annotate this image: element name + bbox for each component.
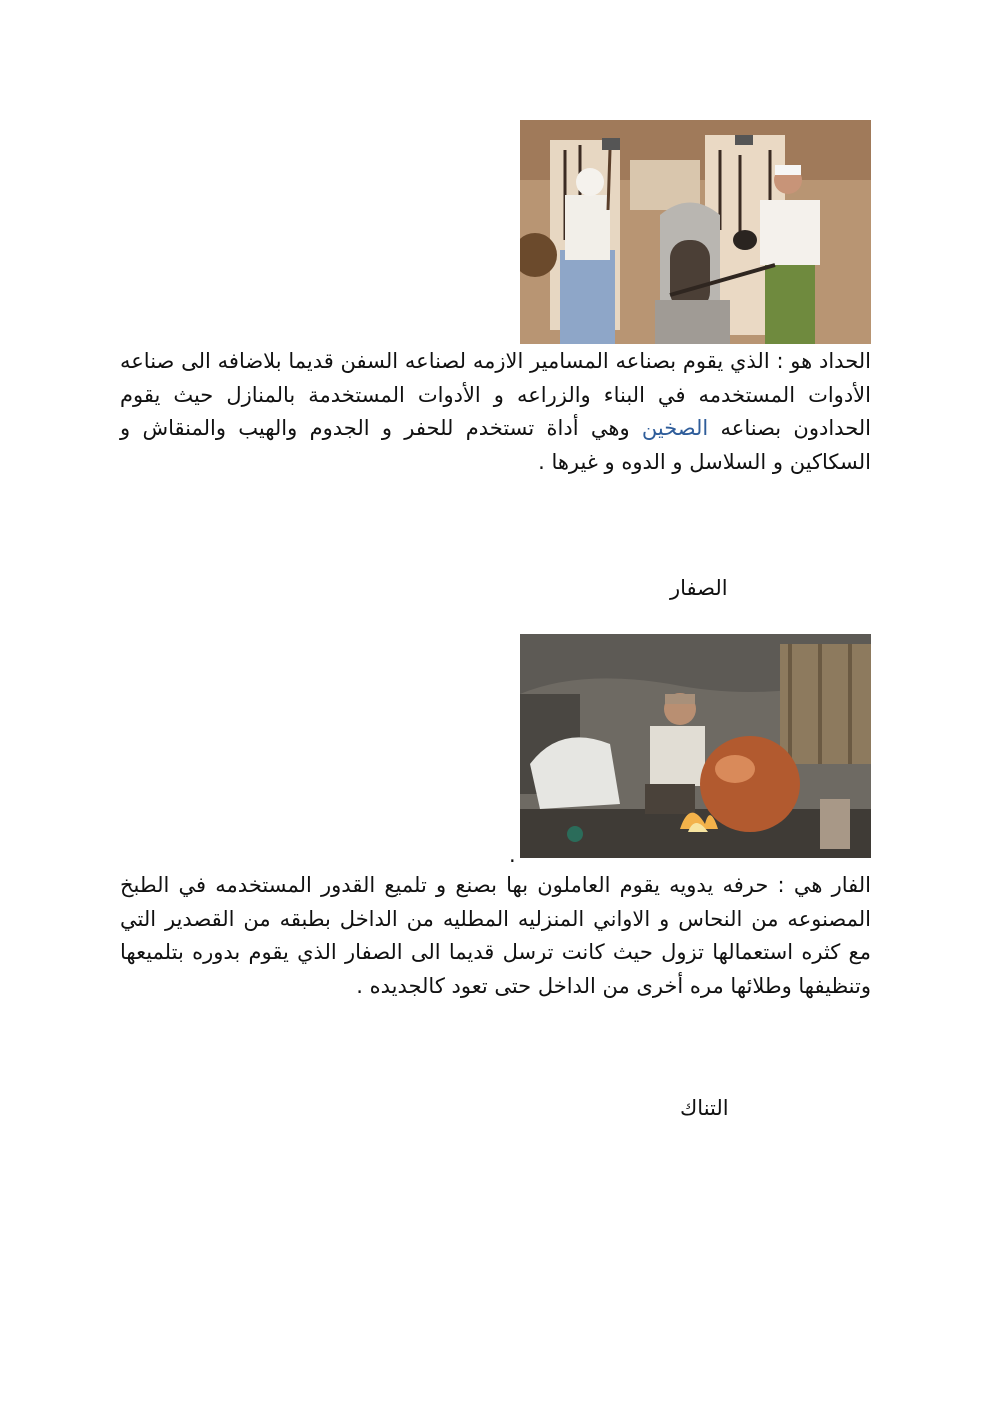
coppersmith-heading: الصفار: [670, 576, 728, 600]
coppersmith-photo: [520, 634, 871, 858]
paragraph-text-end: وهي أداة تستخدم للحفر و الجدوم والهيب والمنقاش و السكاكين و السلاسل و الدوه و غيرها .: [120, 416, 871, 474]
tinsmith-heading: التناك: [680, 1096, 729, 1120]
stray-period: .: [509, 843, 516, 867]
coppersmith-paragraph: الفار هي : حرفه يدويه يقوم العاملون بها بصنع و تلميع القدور المستخدمه في الطبخ المصنوعه من النحاس و الاواني المنزليه المطليه من الداخل بطبقه من القصدير التي مع كثره استعمالها تزول حيث كانت ترسل قديما الى الصفار الذي يقوم بدوره بتلميعها وتنظيفها وطلائها مره أخرى من الداخل حتى تعود كالجديده .: [120, 873, 871, 998]
sakhin-link[interactable]: الصخين: [641, 416, 709, 440]
blacksmith-photo: [520, 120, 871, 344]
paragraph-text-start: الحداد هو : الذي يقوم بصناعه المسامير الازمه لصناعه السفن قديما بلاضافه الى صناعه الأدوات المستخدمه في البناء والزراعه و الأدوات المستخدمة بالمنازل حيث يقوم الحدادون بصناعه: [120, 349, 871, 440]
blacksmith-paragraph: [120, 345, 871, 479]
